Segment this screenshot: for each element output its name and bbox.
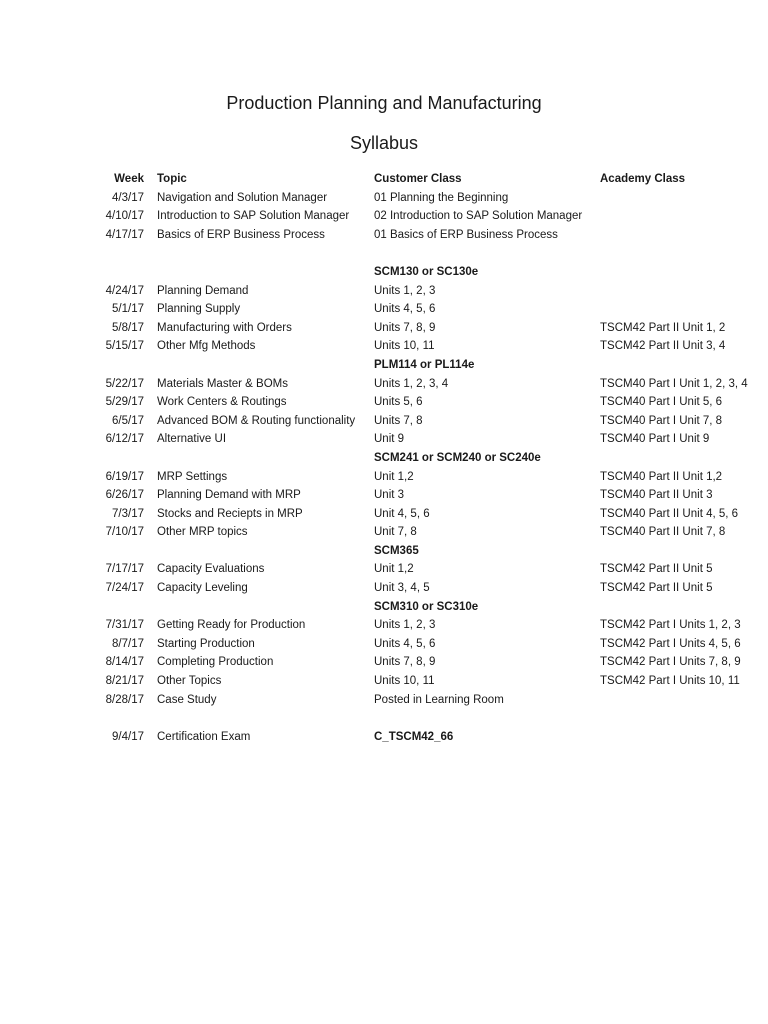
table-row	[0, 728, 768, 747]
table-row	[0, 189, 768, 208]
topic-cell: Alternative UI	[157, 433, 227, 446]
topic-cell: Completing Production	[157, 656, 274, 669]
table-row	[0, 393, 768, 412]
customer-class-cell: Unit 9	[374, 433, 405, 446]
table-row	[0, 709, 768, 728]
academy-class-cell: TSCM42 Part II Unit 5	[600, 582, 713, 595]
week-cell: 7/17/17	[105, 563, 144, 576]
table-row	[0, 300, 768, 319]
customer-class-cell: Units 7, 8, 9	[374, 656, 436, 669]
topic-cell: Other MRP topics	[157, 526, 248, 539]
customer-class-cell: Units 1, 2, 3	[374, 619, 436, 632]
topic-cell: Capacity Evaluations	[157, 563, 265, 576]
table-row	[0, 375, 768, 394]
topic-cell: MRP Settings	[157, 470, 228, 483]
topic-cell: Manufacturing with Orders	[157, 321, 292, 334]
table-row	[0, 282, 768, 301]
topic-cell: Other Topics	[157, 675, 222, 688]
academy-class-cell: TSCM40 Part II Unit 4, 5, 6	[600, 507, 739, 520]
table-header-row	[0, 170, 768, 189]
customer-class-cell: Units 10, 11	[374, 340, 435, 353]
week-cell: 8/7/17	[112, 637, 144, 650]
week-cell: 7/31/17	[105, 619, 144, 632]
academy-class-cell: TSCM40 Part II Unit 1,2	[600, 470, 723, 483]
table-row	[0, 505, 768, 524]
header-topic: Topic	[157, 173, 187, 185]
week-cell: 6/12/17	[105, 433, 144, 446]
customer-class-cell: Units 7, 8	[374, 414, 423, 427]
week-cell: 5/8/17	[112, 321, 144, 334]
table-row	[0, 449, 768, 468]
customer-class-cell: Units 4, 5, 6	[374, 637, 436, 650]
week-cell: 7/3/17	[112, 507, 144, 520]
table-row	[0, 263, 768, 282]
academy-class-cell: TSCM42 Part II Unit 5	[600, 563, 713, 576]
topic-cell: Planning Demand with MRP	[157, 489, 301, 502]
topic-cell: Starting Production	[157, 637, 255, 650]
academy-class-cell: TSCM40 Part I Unit 5, 6	[600, 396, 723, 409]
table-row	[0, 616, 768, 635]
week-cell: 8/14/17	[105, 656, 144, 669]
week-cell: 6/26/17	[105, 489, 144, 502]
table-row	[0, 523, 768, 542]
customer-class-cell: Units 4, 5, 6	[374, 303, 436, 316]
topic-cell: Navigation and Solution Manager	[157, 191, 328, 204]
week-cell: 5/22/17	[105, 377, 144, 390]
topic-cell: Work Centers & Routings	[157, 396, 287, 409]
table-row	[0, 226, 768, 245]
academy-class-cell: TSCM40 Part II Unit 3	[600, 489, 713, 502]
topic-cell: Planning Demand	[157, 284, 249, 297]
table-row	[0, 207, 768, 226]
customer-class-cell: Units 5, 6	[374, 396, 423, 409]
topic-cell: Materials Master & BOMs	[157, 377, 288, 390]
customer-class-cell: Units 7, 8, 9	[374, 321, 436, 334]
table-row	[0, 653, 768, 672]
topic-cell: Getting Ready for Production	[157, 619, 306, 632]
table-row	[0, 579, 768, 598]
academy-class-cell: TSCM42 Part II Unit 3, 4	[600, 340, 726, 353]
customer-class-cell: C_TSCM42_66	[374, 730, 454, 743]
academy-class-cell: TSCM42 Part I Units 7, 8, 9	[600, 656, 741, 669]
week-cell: 6/19/17	[105, 470, 144, 483]
academy-class-cell: TSCM42 Part I Units 4, 5, 6	[600, 637, 741, 650]
table-row	[0, 412, 768, 431]
week-cell: 4/3/17	[112, 191, 144, 204]
table-row	[0, 598, 768, 617]
customer-class-cell: SCM365	[374, 544, 419, 557]
week-cell: 9/4/17	[112, 730, 144, 743]
customer-class-cell: Units 1, 2, 3, 4	[374, 377, 449, 390]
table-row	[0, 560, 768, 579]
topic-cell: Advanced BOM & Routing functionality	[157, 414, 356, 427]
topic-cell: Case Study	[157, 693, 217, 706]
customer-class-cell: PLM114 or PL114e	[374, 358, 475, 371]
week-cell: 4/17/17	[105, 228, 144, 241]
document-subtitle: Syllabus	[349, 133, 419, 153]
table-row	[0, 337, 768, 356]
document-title: Production Planning and Manufacturing	[226, 93, 542, 113]
table-row	[0, 244, 768, 263]
table-row	[0, 356, 768, 375]
table-row	[0, 430, 768, 449]
academy-class-cell: TSCM40 Part II Unit 7, 8	[600, 526, 726, 539]
week-cell: 7/10/17	[105, 526, 144, 539]
academy-class-cell: TSCM40 Part I Unit 9	[600, 433, 710, 446]
customer-class-cell: Unit 1,2	[374, 470, 414, 483]
topic-cell: Other Mfg Methods	[157, 340, 256, 353]
week-cell: 4/10/17	[105, 210, 144, 223]
topic-cell: Planning Supply	[157, 303, 241, 316]
table-row	[0, 691, 768, 710]
header-customer-class: Customer Class	[374, 173, 462, 185]
academy-class-cell: TSCM42 Part I Units 1, 2, 3	[600, 619, 741, 632]
customer-class-cell: Units 10, 11	[374, 675, 435, 688]
customer-class-cell: SCM310 or SC310e	[374, 600, 479, 613]
week-cell: 7/24/17	[105, 582, 144, 595]
table-row	[0, 319, 768, 338]
customer-class-cell: SCM130 or SC130e	[374, 265, 479, 278]
academy-class-cell: TSCM42 Part II Unit 1, 2	[600, 321, 726, 334]
customer-class-cell: 01 Basics of ERP Business Process	[374, 228, 558, 241]
customer-class-cell: Unit 1,2	[374, 563, 414, 576]
customer-class-cell: 01 Planning the Beginning	[374, 191, 509, 204]
table-row	[0, 468, 768, 487]
customer-class-cell: 02 Introduction to SAP Solution Manager	[374, 210, 583, 223]
week-cell: 5/29/17	[105, 396, 144, 409]
header-week: Week	[114, 173, 144, 185]
customer-class-cell: Unit 3	[374, 489, 405, 502]
customer-class-cell: Posted in Learning Room	[374, 693, 504, 706]
customer-class-cell: Unit 7, 8	[374, 526, 417, 539]
academy-class-cell: TSCM40 Part I Unit 1, 2, 3, 4	[600, 377, 748, 390]
table-row	[0, 542, 768, 561]
customer-class-cell: Unit 4, 5, 6	[374, 507, 430, 520]
customer-class-cell: Unit 3, 4, 5	[374, 582, 430, 595]
week-cell: 8/21/17	[105, 675, 144, 688]
academy-class-cell: TSCM40 Part I Unit 7, 8	[600, 414, 723, 427]
topic-cell: Stocks and Reciepts in MRP	[157, 507, 303, 520]
table-row	[0, 486, 768, 505]
customer-class-cell: SCM241 or SCM240 or SC240e	[374, 451, 541, 464]
academy-class-cell: TSCM42 Part I Units 10, 11	[600, 675, 740, 688]
week-cell: 5/1/17	[112, 303, 144, 316]
week-cell: 6/5/17	[112, 414, 144, 427]
topic-cell: Basics of ERP Business Process	[157, 228, 325, 241]
topic-cell: Certification Exam	[157, 730, 251, 743]
table-body	[0, 189, 768, 747]
table-row	[0, 635, 768, 654]
week-cell: 5/15/17	[105, 340, 144, 353]
week-cell: 8/28/17	[105, 693, 144, 706]
header-academy-class: Academy Class	[600, 173, 686, 185]
customer-class-cell: Units 1, 2, 3	[374, 284, 436, 297]
table-row	[0, 672, 768, 691]
topic-cell: Capacity Leveling	[157, 582, 248, 595]
syllabus-table	[0, 170, 768, 746]
week-cell: 4/24/17	[105, 284, 144, 297]
topic-cell: Introduction to SAP Solution Manager	[157, 210, 350, 223]
